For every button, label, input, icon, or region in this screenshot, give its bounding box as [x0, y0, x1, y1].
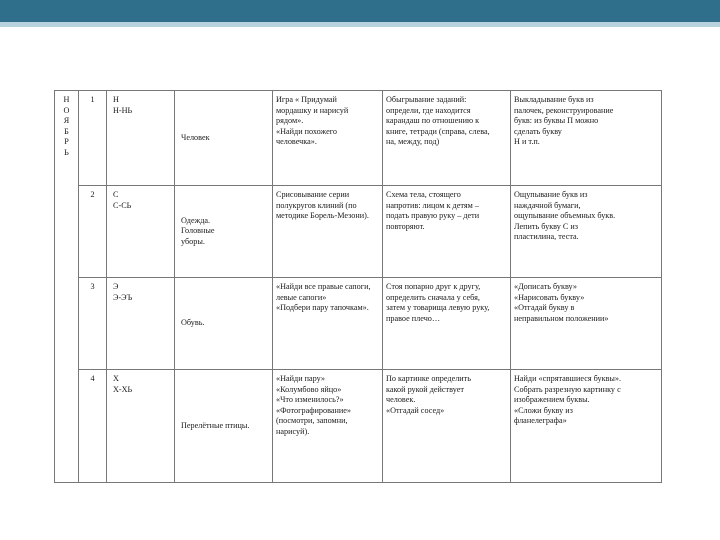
topic-cell-line: уборы.: [181, 236, 205, 246]
table-row: [55, 278, 662, 370]
game-cell-line: полукругов клиний (по: [276, 200, 357, 210]
orientation-cell-line: какой рукой действует: [386, 384, 464, 394]
month-letter: Б: [64, 126, 69, 136]
topic-cell-line: Человек: [181, 132, 210, 142]
letters-cell-line: «Отгадай букву в: [514, 303, 575, 313]
orientation-cell-line: «Отгадай сосед»: [386, 405, 445, 415]
orientation-cell: [383, 370, 511, 483]
game-cell-line: «Подбери пару тапочкам».: [276, 303, 369, 313]
game-cell-line: «Что изменилось?»: [276, 395, 344, 405]
letters-cell-line: «Сложи букву из: [514, 405, 573, 415]
game-cell-line: «Колумбово яйцо»: [276, 384, 342, 394]
letters-cell-line: Н и т.п.: [514, 137, 540, 147]
month-label: [55, 91, 79, 483]
sound-cell-line: Э-ЭЪ: [113, 292, 133, 302]
sound-cell-line: С-СЬ: [113, 200, 132, 210]
orientation-cell-line: Схема тела, стоящего: [386, 190, 461, 199]
table-row: [55, 186, 662, 278]
game-cell: [273, 370, 383, 483]
letters-cell: [511, 370, 662, 483]
sound-cell-line: Н-НЬ: [113, 105, 133, 115]
letters-cell-line: букв: из буквы П можно: [514, 116, 599, 126]
letters-cell-line: «Нарисовать букву»: [514, 292, 585, 302]
game-cell-line: «Найди похожего: [276, 126, 337, 136]
letters-cell-line: Лепить букву С из: [514, 221, 579, 231]
topic-cell-line: Головные: [181, 226, 215, 236]
orientation-cell-line: Стоя попарно друг к другу,: [386, 282, 481, 291]
row-number-line: 1: [90, 95, 95, 104]
row-number: [79, 278, 107, 370]
orientation-cell-line: определить сначала у себя,: [386, 292, 480, 302]
orientation-cell-line: повторяют.: [386, 221, 425, 231]
letters-cell-line: ощупывание объемных букв.: [514, 211, 616, 221]
sound-cell: [107, 186, 175, 278]
game-cell-line: мордашку и нарисуй: [276, 105, 349, 115]
letters-cell-line: Ощупывание букв из: [514, 190, 588, 199]
orientation-cell-line: напротив: лицом к детям –: [386, 200, 479, 210]
sound-cell-line: Х: [113, 374, 119, 383]
sound-cell: [107, 278, 175, 370]
row-number-line: 3: [90, 282, 95, 291]
game-cell-line: «Найди пару»: [276, 374, 326, 383]
game-cell-line: (посмотри, запомни,: [276, 416, 348, 426]
game-cell-line: рядом».: [276, 116, 304, 126]
sound-cell-line: С: [113, 190, 119, 199]
sound-cell-line: Х-ХЬ: [113, 384, 133, 394]
game-cell-line: Игра « Придумай: [276, 95, 337, 104]
game-cell-line: левые сапоги»: [276, 292, 327, 302]
letters-cell-line: палочек, реконструирование: [514, 105, 614, 115]
letters-cell-line: «Дописать букву»: [514, 282, 577, 291]
orientation-cell-line: затем у товарища левую руку,: [386, 303, 490, 313]
topic-cell-line: Одежда.: [181, 215, 211, 225]
month-letter: Я: [63, 116, 70, 125]
month-letter: Н: [63, 95, 70, 104]
orientation-cell-line: определи, где находится: [386, 105, 471, 115]
topic-cell-line: Перелётные птицы.: [181, 420, 250, 430]
letters-cell-line: Выкладывание букв из: [514, 95, 594, 104]
game-cell: [273, 91, 383, 186]
game-cell: [273, 278, 383, 370]
sound-cell-line: Н: [113, 95, 119, 104]
game-cell-line: «Найди все правые сапоги,: [276, 282, 371, 291]
letters-cell: [511, 91, 662, 186]
orientation-cell: [383, 91, 511, 186]
row-number: [79, 370, 107, 483]
letters-cell-line: наждачной бумаги,: [514, 200, 581, 210]
row-number: [79, 91, 107, 186]
game-cell-line: «Фотографирование»: [276, 405, 351, 415]
lesson-plan-table: [54, 90, 662, 483]
sound-cell: [107, 91, 175, 186]
game-cell-line: методике Борель-Мезони).: [276, 211, 369, 221]
topic-cell-line: Обувь.: [181, 318, 205, 328]
sound-cell: [107, 370, 175, 483]
orientation-cell-line: правое плечо…: [386, 313, 441, 323]
month-letter: О: [63, 105, 70, 115]
table-row: [55, 91, 662, 186]
letters-cell: [511, 186, 662, 278]
header-bar: [0, 0, 720, 22]
orientation-cell: [383, 278, 511, 370]
row-number: [79, 186, 107, 278]
orientation-cell-line: книге, тетради (справа, слева,: [386, 126, 490, 136]
table-row: [55, 370, 662, 483]
orientation-cell-line: на, между, под): [386, 137, 440, 147]
sound-cell-line: Э: [113, 282, 119, 291]
row-number-line: 4: [90, 374, 95, 383]
topic-cell: [175, 370, 273, 483]
orientation-cell-line: карандаш по отношению к: [386, 116, 480, 126]
month-letter: Ь: [64, 147, 69, 157]
letters-cell: [511, 278, 662, 370]
game-cell-line: Срисовывание серии: [276, 190, 350, 199]
letters-cell-line: фланелеграфа»: [514, 416, 567, 426]
orientation-cell-line: Обыгрывание заданий:: [386, 95, 467, 104]
orientation-cell: [383, 186, 511, 278]
letters-cell-line: неправильном положении»: [514, 313, 609, 323]
letters-cell-line: сделать букву: [514, 126, 562, 136]
topic-cell: [175, 186, 273, 278]
letters-cell-line: изображением буквы.: [514, 395, 590, 405]
letters-cell-line: Собрать разрезную картинку с: [514, 384, 621, 394]
orientation-cell-line: По картинке определить: [386, 374, 471, 383]
month-letter: Р: [64, 137, 69, 146]
letters-cell-line: Найди «спрятавшиеся буквы».: [514, 374, 622, 383]
letters-cell-line: пластилина, теста.: [514, 232, 579, 242]
header-stripe: [0, 22, 720, 27]
topic-cell: [175, 278, 273, 370]
orientation-cell-line: человек.: [386, 395, 416, 405]
row-number-line: 2: [90, 190, 95, 199]
game-cell: [273, 186, 383, 278]
topic-cell: [175, 91, 273, 186]
game-cell-line: нарисуй).: [276, 426, 310, 436]
orientation-cell-line: подать правую руку – дети: [386, 211, 480, 221]
game-cell-line: человечка».: [276, 137, 317, 147]
